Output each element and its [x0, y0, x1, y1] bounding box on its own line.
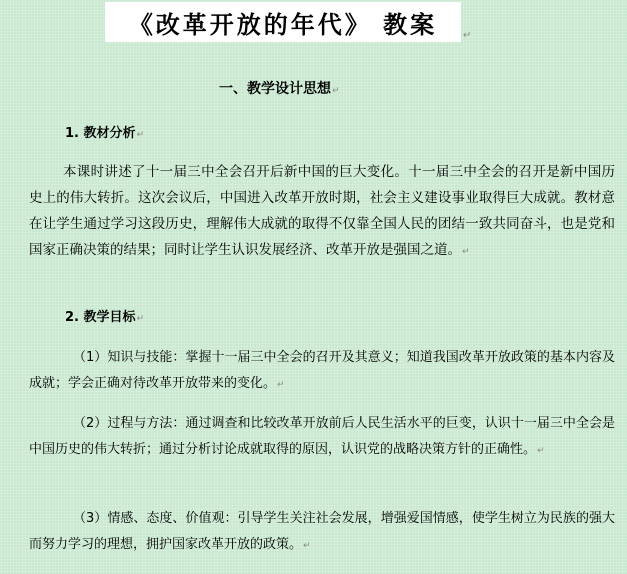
goal-item-knowledge: （1）知识与技能：掌握十一届三中全会的召开及其意义；知道我国改革开放政策的基本内容及成就；学会正确对待改革开放带来的变化。↵ — [29, 350, 615, 391]
paragraph-mark-icon: ↵ — [463, 30, 472, 41]
paragraph-mark-icon: ↵ — [136, 314, 145, 324]
section-heading: 一、教学设计思想↵ — [219, 81, 340, 97]
subsection-heading-material-analysis: 1. 教材分析↵ — [65, 126, 145, 141]
material-analysis-paragraph: 本课时讲述了十一届三中全会召开后新中国的巨大变化。十一届三中全会的召开是新中国历史上的伟大转折。这次会议后，中国进入改革开放时期，社会主义建设事业取得巨大成就。教材意在让学生通过学习这段历史，理解伟大成就的取得不仅靠全国人民的团结一致共同奋斗，也是党和国家正确决策的结果；同时让学生认识发展经济、改革开放是强国之道。↵ — [29, 164, 615, 258]
document-title-banner — [105, 2, 461, 42]
paragraph-mark-icon: ↵ — [537, 446, 545, 456]
goal-item-emotion: （3）情感、态度、价值观：引导学生关注社会发展，增强爱国情感，使学生树立为民族的强大而努力学习的理想，拥护国家改革开放的政策。↵ — [29, 511, 615, 552]
paragraph-mark-icon: ↵ — [277, 380, 285, 390]
subsection-heading-teaching-goals: 2. 教学目标↵ — [65, 310, 145, 325]
paragraph-mark-icon: ↵ — [303, 541, 311, 551]
document-title: 《改革开放的年代》 教案 — [128, 9, 438, 39]
paragraph-mark-icon: ↵ — [462, 247, 470, 257]
goal-item-process: （2）过程与方法：通过调查和比较改革开放前后人民生活水平的巨变，认识十一届三中全会是中国历史的伟大转折；通过分析讨论成就取得的原因，认识党的战略决策方针的正确性。↵ — [29, 416, 615, 457]
paragraph-mark-icon: ↵ — [136, 130, 145, 140]
paragraph-mark-icon: ↵ — [332, 86, 340, 96]
